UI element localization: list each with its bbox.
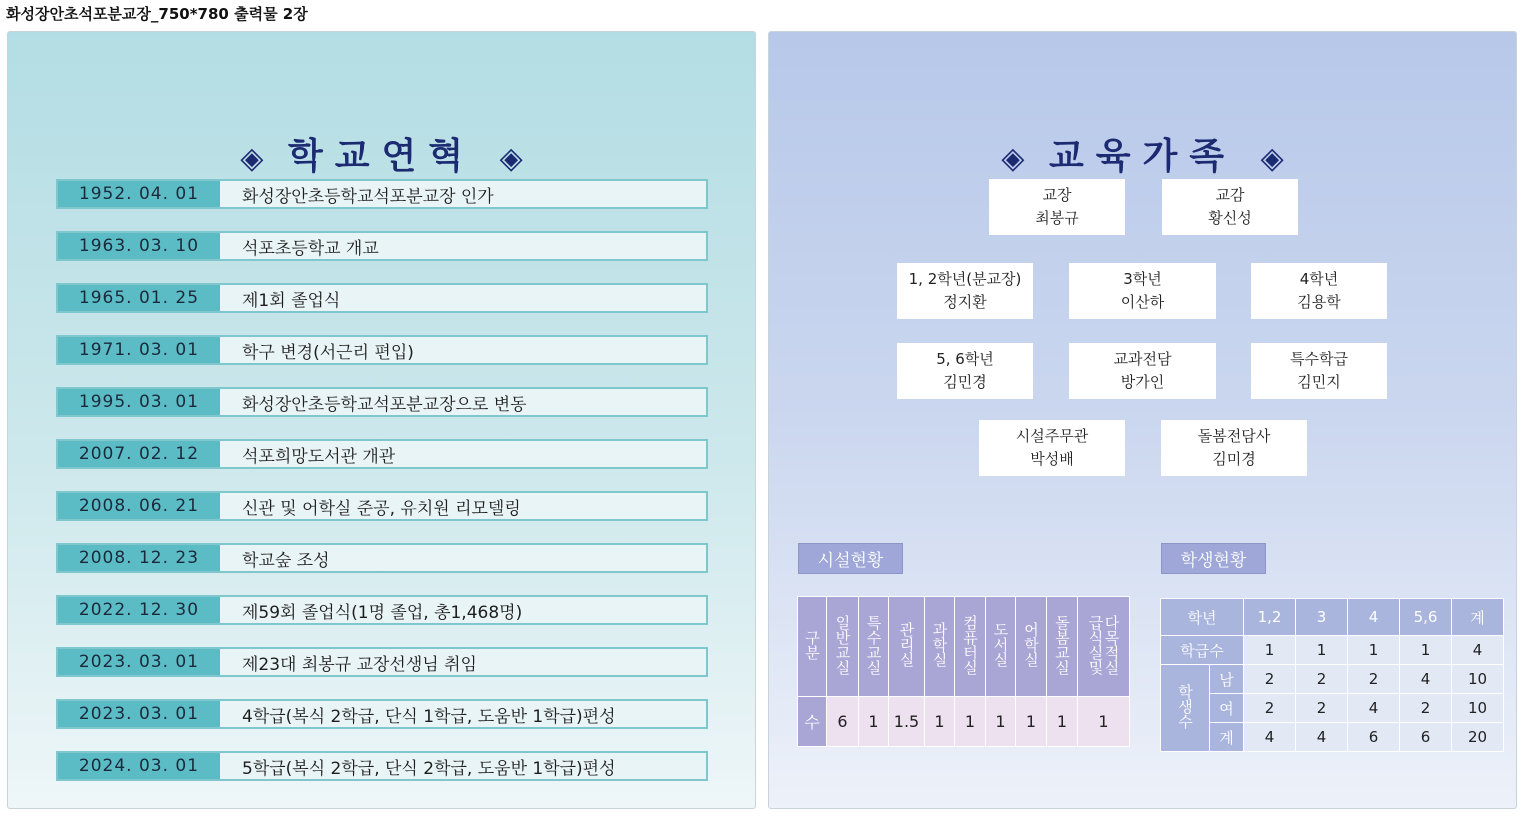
staff-box (897, 343, 1033, 399)
student-header-cell: 계 (1452, 599, 1504, 636)
student-group-label (1161, 665, 1210, 752)
facility-column-label: 일반교실 (833, 614, 852, 675)
staff-name: 최봉규 (1035, 209, 1079, 227)
facility-column-header (827, 597, 859, 697)
student-value: 2 (1244, 694, 1296, 723)
staff-name: 김민경 (943, 373, 987, 391)
history-date: 1965. 01. 25 (58, 285, 220, 311)
history-text: 학교숲 조성 (242, 550, 330, 571)
history-text: 4학급(복식 2학급, 단식 1학급, 도움반 1학급)편성 (242, 706, 616, 727)
history-text: 5학급(복식 2학급, 단식 2학급, 도움반 1학급)편성 (242, 758, 616, 779)
student-value: 2 (1348, 665, 1400, 694)
student-row-label: 계 (1210, 723, 1244, 752)
history-text: 신관 및 어학실 준공, 유치원 리모델링 (242, 498, 521, 519)
facility-value: 1 (986, 697, 1016, 747)
staff-box (979, 420, 1125, 476)
history-row (56, 283, 708, 313)
history-date: 1952. 04. 01 (58, 181, 220, 207)
history-row (56, 647, 708, 677)
history-heading (8, 128, 755, 179)
history-text: 석포초등학교 개교 (242, 238, 379, 259)
facility-column-label: 돌봄교실 (1053, 614, 1071, 675)
staff-role: 교과전담 (1113, 350, 1172, 368)
facility-value: 1 (1016, 697, 1047, 747)
facility-column-label: 과학실 (930, 622, 949, 667)
facility-table (797, 596, 1130, 747)
history-text: 석포희망도서관 개관 (242, 446, 396, 467)
history-date: 2023. 03. 01 (58, 649, 220, 675)
student-value: 20 (1452, 723, 1504, 752)
history-date: 2024. 03. 01 (58, 753, 220, 779)
facility-column-label (1088, 615, 1120, 675)
facility-value-row (798, 697, 1130, 747)
history-date: 1971. 03. 01 (58, 337, 220, 363)
history-row (56, 751, 708, 781)
student-header-cell: 학년 (1161, 599, 1244, 636)
history-text: 제23대 최봉규 교장선생님 취임 (242, 654, 477, 675)
facility-column-header (925, 597, 955, 697)
facility-value: 6 (827, 697, 859, 747)
student-group-label-text: 학생수 (1176, 683, 1194, 729)
history-row (56, 231, 708, 261)
staff-box (1251, 343, 1387, 399)
facility-column-label-part: 급식실및 (1086, 614, 1105, 675)
student-header-cell: 1,2 (1244, 599, 1296, 636)
history-row (56, 179, 708, 209)
student-row (1161, 723, 1504, 752)
facility-value: 1 (955, 697, 986, 747)
staff-role: 4학년 (1299, 270, 1339, 288)
student-value: 2 (1244, 665, 1296, 694)
student-value: 1 (1348, 636, 1400, 665)
facility-column-label: 특수교실 (864, 614, 883, 675)
history-panel (7, 31, 756, 809)
facility-tag: 시설현황 (798, 543, 903, 574)
student-row (1161, 694, 1504, 723)
student-row-label: 여 (1210, 694, 1244, 723)
history-heading-text: 학교연혁 (287, 136, 476, 177)
student-header-cell: 5,6 (1400, 599, 1452, 636)
student-value: 4 (1244, 723, 1296, 752)
facility-column-header (889, 597, 925, 697)
facility-value: 1.5 (889, 697, 925, 747)
student-header-row (1161, 599, 1504, 636)
history-date: 2023. 03. 01 (58, 701, 220, 727)
staff-role: 시설주무관 (1015, 427, 1089, 445)
history-row (56, 491, 708, 521)
facility-column-header (859, 597, 889, 697)
student-value: 10 (1452, 694, 1504, 723)
staff-box (1251, 263, 1387, 319)
staff-name: 김민지 (1297, 373, 1341, 391)
facility-column-label: 컴퓨터실 (961, 614, 979, 675)
diamond-icon: ◈ (1001, 141, 1025, 176)
staff-name: 김미경 (1212, 450, 1256, 468)
family-panel (768, 31, 1517, 809)
facility-row-header: 구분 (798, 597, 827, 697)
student-value: 4 (1296, 723, 1348, 752)
facility-column-label: 도서실 (991, 622, 1010, 667)
facility-column-header (1078, 597, 1130, 697)
staff-box (989, 179, 1125, 235)
facility-column-label-part: 다목적실 (1102, 614, 1121, 675)
student-value: 2 (1296, 665, 1348, 694)
history-text: 제59회 졸업식(1명 졸업, 총1,468명) (242, 602, 523, 623)
history-row (56, 595, 708, 625)
history-text: 화성장안초등학교석포분교장 인가 (242, 186, 494, 207)
facility-column-header (1016, 597, 1047, 697)
staff-box (897, 263, 1033, 319)
staff-name: 황신성 (1208, 209, 1252, 227)
student-row (1161, 665, 1504, 694)
history-text: 화성장안초등학교석포분교장으로 변동 (242, 394, 527, 415)
student-header-cell: 3 (1296, 599, 1348, 636)
student-value: 2 (1296, 694, 1348, 723)
family-heading-text: 교육가족 (1048, 136, 1237, 177)
diamond-icon: ◈ (240, 141, 264, 176)
staff-role: 1, 2학년(분교장) (908, 270, 1022, 288)
staff-name: 방가인 (1120, 373, 1165, 391)
history-row (56, 543, 708, 573)
staff-name: 정지환 (943, 293, 987, 311)
student-tag: 학생현황 (1161, 543, 1266, 574)
history-date: 2008. 12. 23 (58, 545, 220, 571)
student-row-label: 남 (1210, 665, 1244, 694)
diamond-icon: ◈ (499, 141, 523, 176)
staff-role: 5, 6학년 (936, 350, 994, 368)
facility-column-header (955, 597, 986, 697)
history-row (56, 699, 708, 729)
student-value: 1 (1400, 636, 1452, 665)
staff-box (1069, 343, 1216, 399)
facility-value: 1 (1078, 697, 1130, 747)
student-value: 1 (1244, 636, 1296, 665)
staff-role: 돌봄전담사 (1197, 427, 1271, 445)
facility-column-header (986, 597, 1016, 697)
facility-column-label: 어학실 (1022, 622, 1040, 667)
history-row (56, 335, 708, 365)
student-table (1160, 598, 1504, 752)
history-text: 학구 변경(서근리 편입) (242, 342, 414, 363)
student-value: 1 (1296, 636, 1348, 665)
staff-role: 교장 (1042, 186, 1072, 204)
staff-name: 이산하 (1120, 293, 1165, 311)
diamond-icon: ◈ (1260, 141, 1284, 176)
student-value: 4 (1452, 636, 1504, 665)
staff-role: 특수학급 (1290, 350, 1348, 368)
staff-box (1161, 420, 1307, 476)
history-text: 제1회 졸업식 (242, 290, 341, 311)
history-date: 2008. 06. 21 (58, 493, 220, 519)
history-row (56, 387, 708, 417)
student-value: 4 (1400, 665, 1452, 694)
staff-name: 박성배 (1030, 450, 1074, 468)
student-value: 4 (1348, 694, 1400, 723)
staff-name: 김용학 (1297, 293, 1341, 311)
student-value: 10 (1452, 665, 1504, 694)
facility-column-label: 관리실 (897, 622, 916, 667)
student-row-label: 학급수 (1161, 636, 1244, 665)
document-title: 화성장안초석포분교장_750*780 출력물 2장 (6, 5, 308, 23)
history-date: 1963. 03. 10 (58, 233, 220, 259)
student-header-cell: 4 (1348, 599, 1400, 636)
facility-value: 1 (1047, 697, 1078, 747)
history-date: 2022. 12. 30 (58, 597, 220, 623)
facility-value: 1 (859, 697, 889, 747)
student-value: 2 (1400, 694, 1452, 723)
staff-role: 3학년 (1123, 270, 1162, 288)
family-heading (769, 128, 1516, 179)
facility-value: 1 (925, 697, 955, 747)
student-class-row (1161, 636, 1504, 665)
history-date: 2007. 02. 12 (58, 441, 220, 467)
facility-header-row (798, 597, 1130, 697)
student-value: 6 (1348, 723, 1400, 752)
facility-column-header (1047, 597, 1078, 697)
staff-box (1162, 179, 1298, 235)
staff-role: 교감 (1215, 186, 1245, 204)
staff-box (1069, 263, 1216, 319)
student-value: 6 (1400, 723, 1452, 752)
history-date: 1995. 03. 01 (58, 389, 220, 415)
history-row (56, 439, 708, 469)
facility-value-label: 수 (798, 697, 827, 747)
